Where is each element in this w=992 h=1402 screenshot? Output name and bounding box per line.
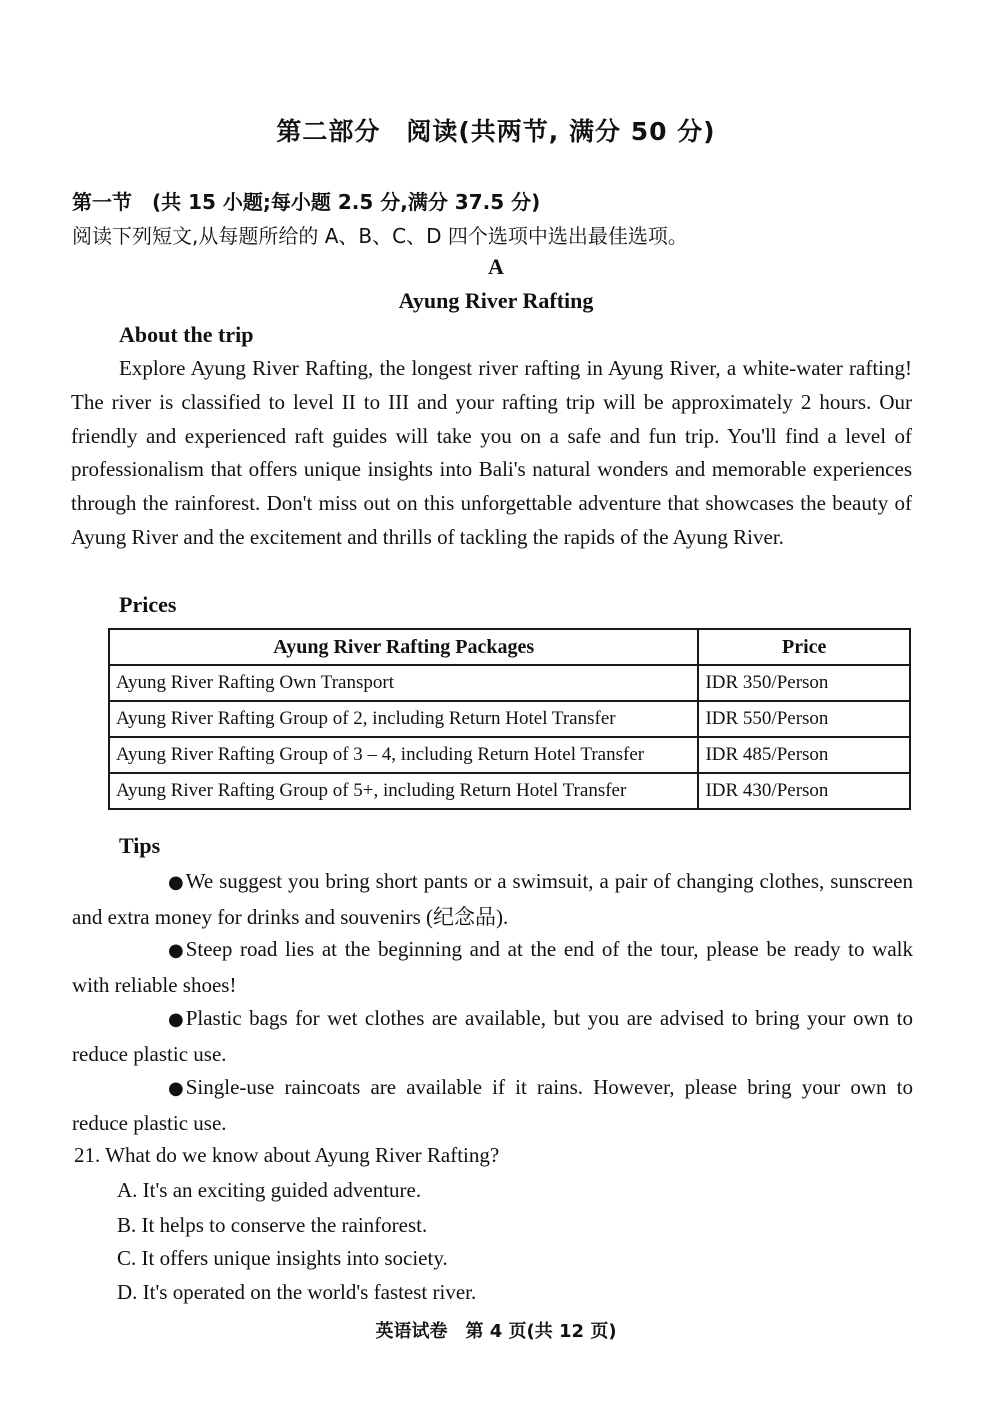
tip-item xyxy=(72,1001,913,1072)
package-cell: Ayung River Rafting Group of 5+, including Return Hotel Transfer xyxy=(109,773,698,809)
option-a: A. It's an exciting guided adventure. xyxy=(117,1178,422,1202)
bullet-icon: ● xyxy=(168,872,184,893)
package-cell: Ayung River Rafting Group of 3 – 4, including Return Hotel Transfer xyxy=(109,737,698,773)
page-footer: 英语试卷 第 4 页(共 12 页) xyxy=(375,1321,617,1342)
column-header-price: Price xyxy=(698,629,910,665)
tip-text: Plastic bags for wet clothes are available, but you are advised to bring your own to reduce plastic use. xyxy=(72,1006,913,1066)
price-cell: IDR 485/Person xyxy=(698,737,910,773)
tip-item xyxy=(72,864,913,935)
table-row xyxy=(109,665,910,701)
part-title: 第二部分 阅读(共两节, 满分 50 分) xyxy=(276,117,716,146)
prices-heading: Prices xyxy=(119,592,177,617)
table-header-row xyxy=(109,629,910,665)
option-d: D. It's operated on the world's fastest river. xyxy=(117,1280,477,1304)
passage-letter: A xyxy=(488,254,504,279)
about-heading: About the trip xyxy=(119,322,254,347)
package-cell: Ayung River Rafting Own Transport xyxy=(109,665,698,701)
table-row xyxy=(109,701,910,737)
table-row xyxy=(109,773,910,809)
column-header-packages: Ayung River Rafting Packages xyxy=(109,629,698,665)
tip-item xyxy=(72,1070,913,1141)
option-b: B. It helps to conserve the rainforest. xyxy=(117,1213,428,1237)
option-c: C. It offers unique insights into society. xyxy=(117,1246,448,1270)
tip-text: Single-use raincoats are available if it rains. However, please bring your own to reduce plastic use. xyxy=(72,1075,913,1135)
prices-table xyxy=(108,628,911,810)
instruction-text: 阅读下列短文,从每题所给的 A、B、C、D 四个选项中选出最佳选项。 xyxy=(72,224,688,248)
table-row xyxy=(109,737,910,773)
bullet-icon: ● xyxy=(168,940,184,961)
about-paragraph: Explore Ayung River Rafting, the longest river rafting in Ayung River, a white-water rafting! The river is classified to level II to III and your rafting trip will be approximately 2 hours. Our friendly and experienced raft guides will take you on a safe and fun trip. You'll find a level of professionalism that offers unique insights into Bali's natural wonders and memorable experiences through the rainforest. Don't miss out on this unforgettable adventure that showcases the beauty of Ayung River and the excitement and thrills of tackling the rapids of the Ayung River. xyxy=(71,356,912,549)
tip-text: We suggest you bring short pants or a swimsuit, a pair of changing clothes, sunscreen and extra money for drinks and souvenirs (纪念品). xyxy=(72,869,913,929)
tip-item xyxy=(72,932,913,1003)
price-cell: IDR 430/Person xyxy=(698,773,910,809)
bullet-icon: ● xyxy=(168,1009,184,1030)
question-stem: 21. What do we know about Ayung River Rafting? xyxy=(74,1143,500,1167)
tip-text: Steep road lies at the beginning and at the end of the tour, please be ready to walk with reliable shoes! xyxy=(72,937,913,997)
price-cell: IDR 550/Person xyxy=(698,701,910,737)
passage-title: Ayung River Rafting xyxy=(398,288,594,313)
bullet-icon: ● xyxy=(168,1078,184,1099)
section-title: 第一节 (共 15 小题;每小题 2.5 分,满分 37.5 分) xyxy=(72,190,541,214)
price-cell: IDR 350/Person xyxy=(698,665,910,701)
tips-heading: Tips xyxy=(119,833,161,858)
package-cell: Ayung River Rafting Group of 2, including Return Hotel Transfer xyxy=(109,701,698,737)
